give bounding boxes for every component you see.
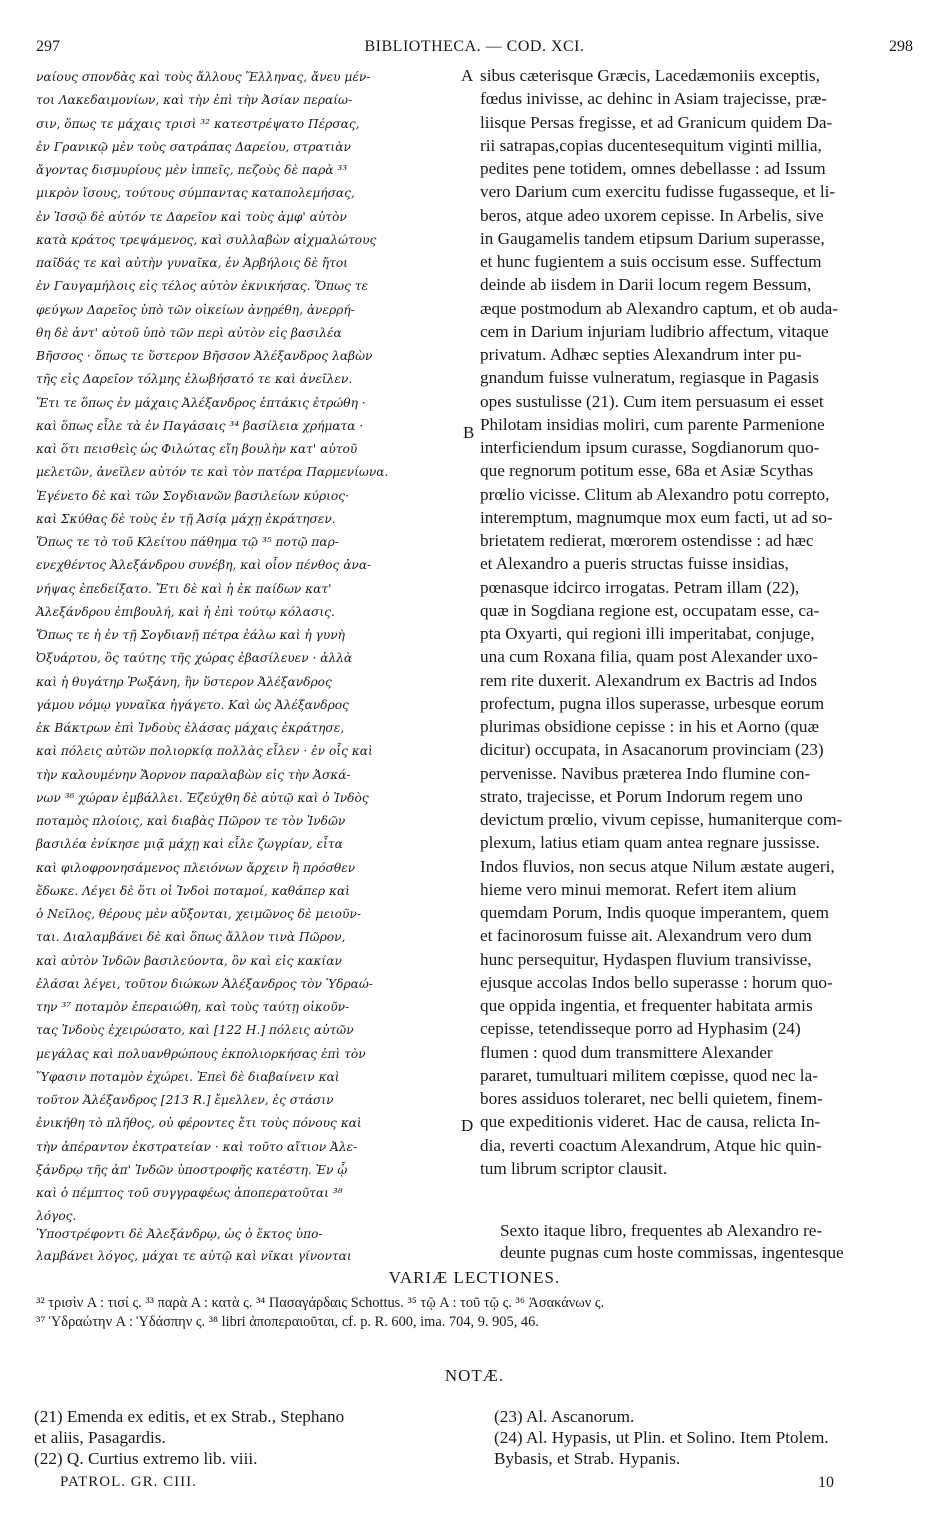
text-line: hieme vero minui memorat. Refert item alium [480,879,797,899]
text-line: φεύγων Δαρεῖος ὑπὸ τῶν οἰκείων ἀνῃρέθη, ἀνερρή- [36,302,355,317]
text-line: τας Ἰνδοὺς ἐχειρώσατο, καὶ [122 H.] πόλεις αὐτῶν [36,1023,354,1038]
text-line: λόγος. [36,1209,77,1224]
text-line: ενεχθέντος Ἀλεξάνδρου συνέβη, καὶ οἷον πένθος ἀνα- [36,558,372,573]
text-line: pararet, tumultuari militem cœpisse, quod nec la- [480,1065,818,1085]
text-line: Ἀλεξάνδρου ἐπιβουλή, καὶ ἡ ἐπὶ τούτῳ κόλασις. [36,604,335,619]
text-line: pta Oxyarti, qui regioni illi imperitabat, conjuge, [480,624,815,643]
text-line: brietatem redierat, mœrorem ostendisse : ad hæc [480,531,814,550]
text-line: et hunc fugientem a suis occisum esse. Suffectum [480,252,822,271]
text-line: τοι Λακεδαιμονίων, καὶ τὴν ἐπὶ τὴν Ἀσίαν περαίω- [36,93,353,108]
text-line: Ὕφασιν ποταμὸν ἐχώρει. Ἐπεὶ δὲ διαβαίνειν καὶ [36,1069,340,1084]
text-line: λαμβάνει λόγος, μάχαι τε αὐτῷ καὶ νῖκαι γίνονται [36,1249,352,1263]
text-line: et Alexandro a pueris structas fuisse insidias, [480,554,789,574]
text-line: devictum prœlio, vivum cepisse, humaniterque com- [480,810,843,829]
margin-letter-d: D [461,1116,474,1135]
text-line: strato, trajecisse, et Porum Indorum regem uno [480,786,803,806]
text-line: μελετῶν, ἀνεῖλεν αὐτόν τε καὶ τὸν πατέρα Παρμενίωνα. [36,465,389,480]
text-line: prœlio vicisse. Clitum ab Alexandro potu correpto, [480,484,830,504]
text-line: σιν, ὅπως τε μάχαις τρισὶ ³² κατεστρέψατο Πέρσας, [36,116,360,131]
text-line: pedites pene totidem, omnes debellasse : ad Issum [480,159,826,178]
notae-title: NOTÆ. [444,1366,505,1385]
page-number-left: 297 [36,38,60,55]
text-line: æque postmodum ab Alexandro captum, et ob auda- [480,298,838,318]
text-line: ἐν Γρανικῷ μὲν τοὺς σατράπας Δαρείου, στρατιὰν [36,139,351,154]
text-line: interficiendum ipsum curasse, Sogdianorum quo- [480,438,820,457]
text-line: ἐλάσαι λέγει, τοῦτον διώκων Ἀλέξανδρος τὸν Ὑδραώ- [36,976,373,991]
text-line: καὶ ὅτι πεισθεὶς ὡς Φιλώτας εἴη βουλὴν κατ' αὐτοῦ [36,442,358,456]
text-line: ejusque accolas Indos bello superasse : horum quo- [480,972,833,992]
variae-lectiones-title: VARIÆ LECTIONES. [388,1268,561,1287]
text-line: ποταμὸς πλοίοις, καὶ διαβὰς Πῶρον τε τὸν Ἰνδῶν [36,814,346,828]
footer-sheet-number: 10 [818,1474,834,1491]
text-line: cem in Darium injuriam ludibrio affectum, vitaque [480,321,829,341]
text-line: et facinorosum fuisse ait. Alexandrum vero dum [480,926,812,946]
text-line: νων ³⁶ χώραν ἐμβάλλει. Ἐζεύχθη δὲ αὐτῷ καὶ ὁ Ἰνδὸς [36,790,369,805]
text-line: beros, atque adeo uxorem cepisse. In Arbelis, sive [480,205,824,225]
text-line: τοῦτον Ἀλέξανδρος [213 R.] ἔμελλεν, ἐς στάσιν [36,1093,334,1107]
text-line: καὶ ὁ πέμπτος τοῦ συγγραφέως ἀποπερατοῦται ³⁸ [36,1186,343,1200]
text-line: ἐνικήθη τὸ πλῆθος, οὐ φέροντες ἔτι τοὺς πόνους καὶ [36,1116,362,1131]
text-line: quemdam Porum, Indis quoque imperantem, quem [480,903,829,922]
note-line: (21) Emenda ex editis, et ex Strab., Stephano [34,1407,345,1426]
text-line: καὶ πόλεις αὐτῶν πολιορκίᾳ πολλὰς εἷλεν · ἐν οἷς καὶ [36,744,373,759]
text-line: Ὅπως τε τὸ τοῦ Κλείτου πάθημα τῷ ³⁵ ποτῷ παρ- [36,535,339,549]
text-line: τῆς εἰς Δαρεῖον τόλμης ἐλωβήσατό τε καὶ ἀνεῖλεν. [36,372,353,387]
text-line: καὶ αὐτὸν Ἰνδῶν βασιλεύοντα, ὃν καὶ εἰς κακίαν [36,953,342,968]
margin-letter-a: A [461,66,474,85]
text-line: κατὰ κράτος τρεψάμενος, καὶ συλλαβὼν αἰχμαλώτους [36,232,377,247]
latin-tail [500,1220,844,1264]
text-line: Βῆσσος · ὅπως τε ὕστερον Βῆσσον Ἀλέξανδρος λαβὼν [36,349,373,363]
text-line: una cum Roxana filia, quam post Alexander uxo- [480,647,818,667]
text-line: καὶ φιλοφρονησάμενος πλειόνων ἄρχειν ἢ πρόσθεν [36,860,356,875]
text-line: Ἔτι τε ὅπως ἐν μάχαις Ἀλέξανδρος ἑπτάκις ἐτρώθη · [36,395,366,410]
variant-line: ³⁷ Ὑδραώτην A : Ὑδάσπην ς. ³⁸ libri ἀποπεραιοῦται, cf. p. R. 600, ima. 704, 9. 905, 46. [36,1314,539,1330]
text-line: quæ in Sogdiana regione est, occupatam esse, ca- [480,600,820,620]
text-line: cepisse, tetendisseque porro ad Hyphasim (24) [480,1019,801,1039]
text-line: ἐν Ἰσσῷ δὲ αὐτόν τε Δαρεῖον καὶ τοὺς ἀμφ' αὐτὸν [36,209,347,224]
note-line: Bybasis, et Strab. Hypanis. [494,1449,681,1468]
text-line: θη δὲ ἀντ' αὐτοῦ ὑπὸ τῶν περὶ αὐτὸν εἰς βασιλέα [36,325,342,340]
note-line: et aliis, Pasagardis. [34,1428,166,1447]
latin-column [480,64,912,1180]
note-line: (24) Al. Hypasis, ut Plin. et Solino. Item Ptolem. [494,1428,829,1447]
text-line: βασιλέα ἐνίκησε μιᾷ μάχῃ καὶ εἷλε ζωγρίαν, εἶτα [36,837,343,852]
text-line: τὴν καλουμένην Ἄορνον παραλαβὼν εἰς τὴν Ἀσκά- [36,767,351,782]
text-line: ἐν Γαυγαμήλοις εἰς τέλος αὐτὸν ἐκνικήσας. Ὅπως τε [36,279,369,294]
text-line: in Gaugamelis tandem etipsum Darium superasse, [480,228,825,248]
text-line: ἄγοντας δισμυρίους μὲν ἱππεῖς, πεζοὺς δὲ παρὰ ³³ [36,163,348,177]
text-line: την ³⁷ ποταμὸν ἐπεραιώθη, καὶ τοὺς ταύτῃ οἰκοῦν- [36,1000,350,1014]
text-line: rem rite duxerit. Alexandrum ex Bactris ad Indos [480,670,817,690]
text-line: dia, reverti coactum Alexandrum, Atque hic quin- [480,1135,822,1155]
margin-letter-b: B [463,423,475,442]
text-line: que regnorum potitum esse, 68a et Asiæ Scythas [480,461,814,481]
text-line: ὁ Νεῖλος, θέρους μὲν αὔξονται, χειμῶνος δὲ μειοῦν- [36,907,361,921]
notes-left [34,1406,344,1469]
text-line: ἐκ Βάκτρων ἐπὶ Ἰνδοὺς ἐλάσας μάχαις ἐκράτησε, [36,721,345,735]
text-line: Ἐγένετο δὲ καὶ τῶν Σογδιανῶν βασιλείων κύριος· [36,488,349,503]
text-line: hunc persequitur, Hydaspen fluvium transivisse, [480,949,812,969]
text-line: plurimas obsidione cepisse : in his et Aorno (quæ [480,717,819,736]
text-line: νήψας ἐπεδείξατο. Ἔτι δὲ καὶ ἡ ἐκ παίδων κατ' [36,581,332,596]
text-line: καὶ ἡ θυγάτηρ Ῥωξάνη, ἣν ὕστερον Ἀλέξανδρος [36,674,332,689]
text-line: Ὑποστρέφοντι δὲ Ἀλεξάνδρῳ, ὡς ὁ ἕκτος ὑπο- [36,1227,323,1241]
variant-line: ³² τρισὶν A : τισί ς. ³³ παρὰ A : κατὰ ς. ³⁴ Πασαγάρδαις Schottus. ³⁵ τῷ A : τοῦ τῷ ς. ³⁶ Ἀσακάνων ς. [36,1295,605,1311]
note-line: (22) Q. Curtius extremo lib. viii. [34,1449,258,1468]
text-line: fœdus inivisse, ac dehinc in Asiam trajecisse, præ- [480,89,828,109]
text-line: bores assiduos toleraret, nec belli quietem, finem- [480,1089,823,1108]
text-line: flumen : quod dum transmittere Alexander [480,1042,773,1062]
text-line: μεγάλας καὶ πολυανθρώπους ἐκπολιορκήσας ἐπὶ τὸν [36,1046,366,1061]
footer-signature: PATROL. GR. CIII. [60,1474,197,1490]
text-line: Sexto itaque libro, frequentes ab Alexandro re- [500,1221,823,1240]
text-line: deinde ab iisdem in Darii locum regem Bessum, [480,275,812,295]
running-title: BIBLIOTHECA. — COD. XCI. [364,38,585,55]
page-number-right: 298 [889,38,913,55]
text-line: Indos fluvios, non secus atque Nilum æstate augeri, [480,856,835,876]
text-line: plexum, latius etiam quam antea regnare jussisse. [480,833,820,853]
text-line: ται. Διαλαμβάνει δὲ καὶ ὅπως ἄλλον τινὰ Πῶρον, [36,930,346,945]
text-line: tum librum scriptor clausit. [480,1158,668,1178]
text-line: liisque Persas fregisse, et ad Granicum quidem Da- [480,112,833,132]
text-line: privatum. Adhæc septies Alexandrum inter pu- [480,345,802,364]
note-line: (23) Al. Ascanorum. [494,1407,635,1426]
text-line: ναίους σπονδὰς καὶ τοὺς ἄλλους Ἕλληνας, ἄνευ μέν- [36,70,371,84]
running-header [36,38,913,60]
greek-column [36,66,464,1229]
text-line: παῖδάς τε καὶ αὐτὴν γυναῖκα, ἐν Ἀρβήλοις δὲ ἤτοι [36,256,348,270]
text-line: τὴν ἀπέραντον ἐκστρατείαν · καὶ τοῦτο αἴτιον Ἀλε- [36,1139,358,1154]
text-line: καὶ ὅπως εἷλε τὰ ἐν Παγάσαις ³⁴ βασίλεια χρήματα · [36,418,364,433]
text-line: deunte pugnas cum hoste commissas, ingentesque [500,1243,844,1262]
notes-right [494,1406,829,1469]
text-line: profectum, pugna illos superasse, urbesque eorum [480,693,825,713]
text-line: interemptum, magnumque mox eum facti, ut ad so- [480,507,833,527]
text-line: sibus cæterisque Græcis, Lacedæmoniis exceptis, [480,66,820,85]
text-line: vero Darium cum exercitu fudisse fugasseque, et li- [480,182,836,202]
text-line: dicitur) occupata, in Asacanorum provinciam (23) [480,740,824,760]
text-line: μικρὸν ἴσους, τούτους σύμπαντας καταπολεμήσας, [36,186,355,201]
text-line: ξάνδρῳ τῆς ἀπ' Ἰνδῶν ὑποστροφῆς κατέστη. Ἐν ᾧ [36,1162,348,1177]
text-line: rii satrapas,copias ducentesequitum viginti millia, [480,135,822,155]
text-line: que expeditionis videret. Hac de causa, relicta In- [480,1112,821,1132]
text-line: pœnasque idcirco irrogatas. Petram illam (22), [480,577,800,597]
text-line: opes sustulisse (21). Cum item persuasum ei esset [480,391,824,411]
text-line: Philotam insidias moliri, cum parente Parmenione [480,414,825,434]
greek-tail [36,1223,352,1267]
text-line: gnandum fuisse vulneratum, regiasque in Pagasis [480,368,819,388]
text-line: pervenisse. Navibus præterea Indo flumine con- [480,763,811,783]
text-line: καὶ Σκύθας δὲ τοὺς ἐν τῇ Ἀσίᾳ μάχῃ ἐκράτησεν. [36,511,336,526]
text-line: ἔδωκε. Λέγει δὲ ὅτι οἱ Ἰνδοὶ ποταμοί, καθάπερ καὶ [36,883,350,898]
text-line: Ὀξυάρτου, ὃς ταύτης τῆς χώρας ἐβασίλευεν · ἀλλὰ [36,651,353,666]
variae-lectiones [36,1294,604,1332]
text-line: que oppida ingentia, et frequenter habitata armis [480,996,813,1015]
text-line: γάμου νόμῳ γυναῖκα ἠγάγετο. Καὶ ὡς Ἀλέξανδρος [36,697,349,712]
text-line: Ὅπως τε ἡ ἐν τῇ Σογδιανῇ πέτρα ἑάλω καὶ ἡ γυνὴ [36,628,345,642]
